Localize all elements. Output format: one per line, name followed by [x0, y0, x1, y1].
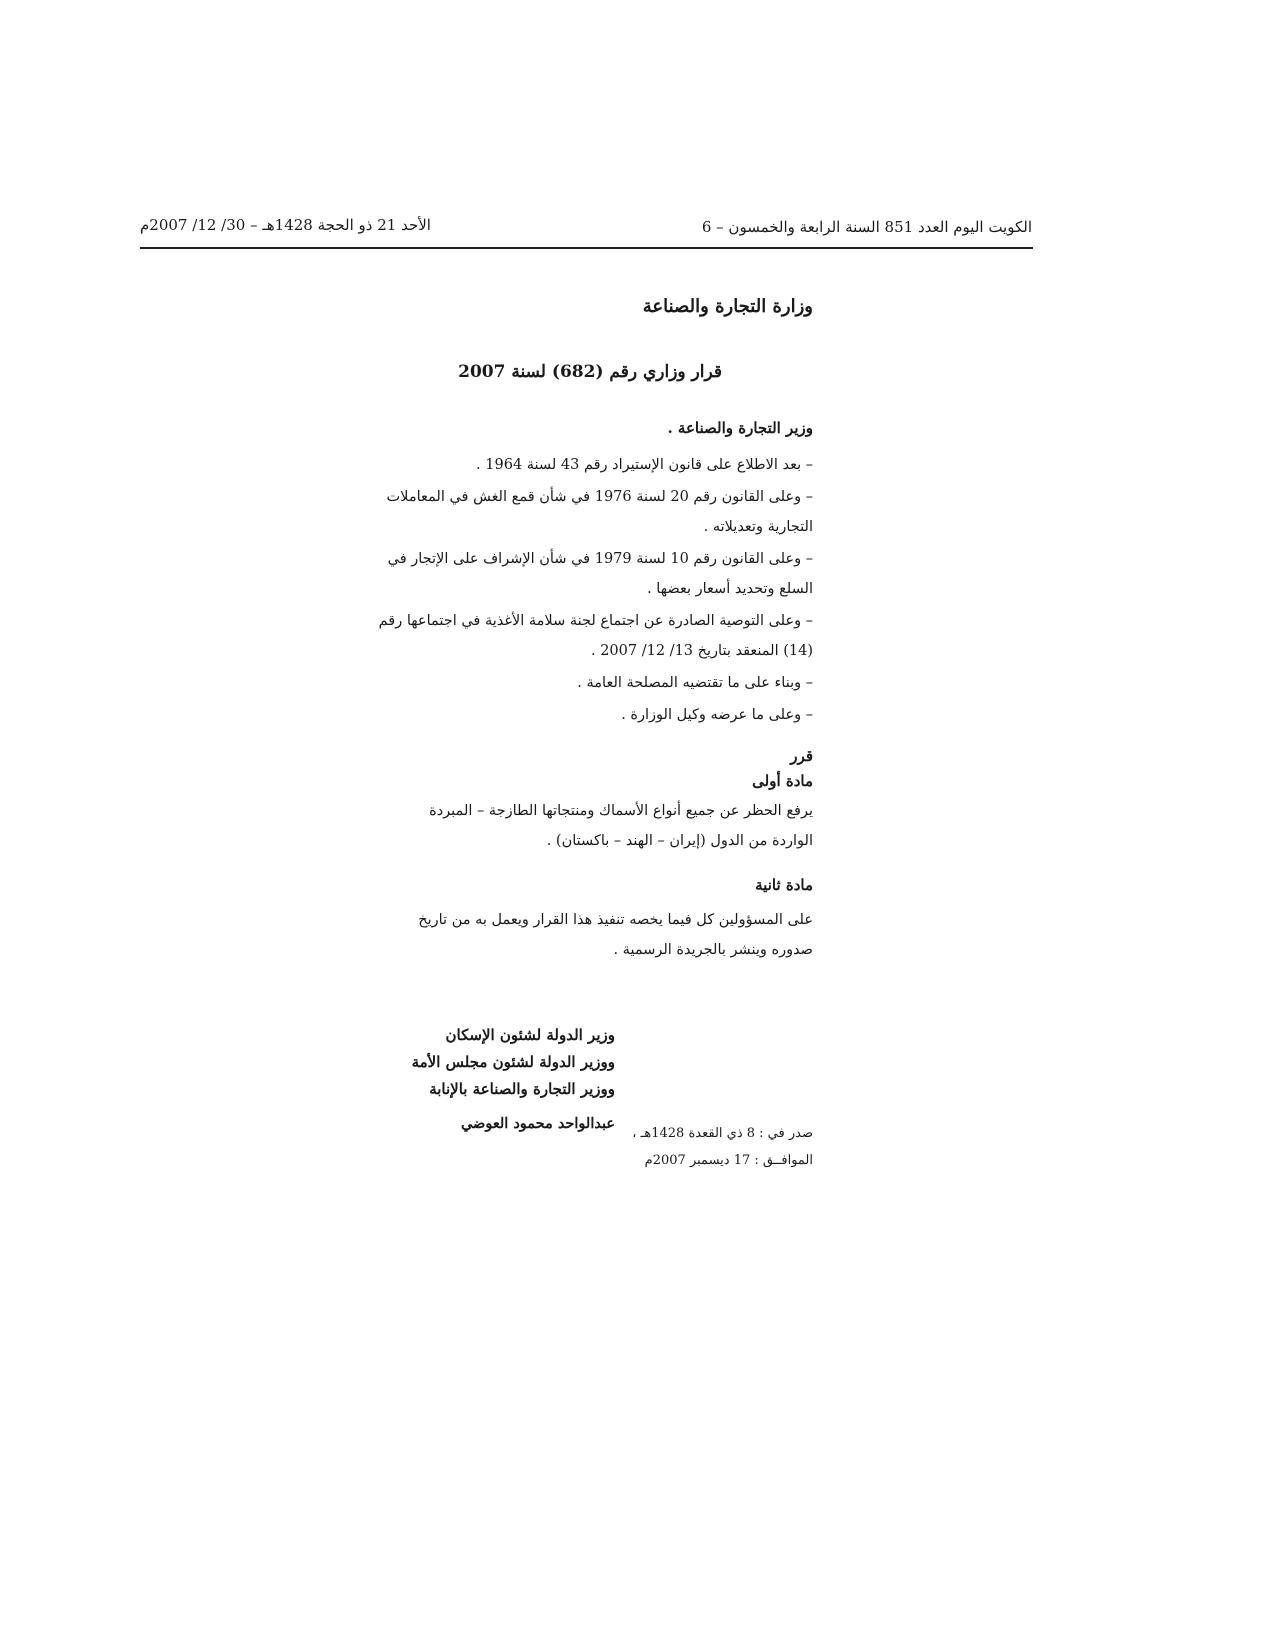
signature-title-line: ووزير التجارة والصناعة بالإنابة	[429, 1080, 615, 1098]
minister-line: وزير التجارة والصناعة .	[667, 419, 813, 437]
preamble-item: – وعلى القانون رقم 20 لسنة 1976 في شأن قمع الغش في المعاملات التجارية وتعديلاته .	[386, 489, 813, 535]
article-1-body: يرفع الحظر عن جميع أنواع الأسماك ومنتجاتها الطازجة – المبردة الواردة من الدول (إيران – الهند – باكستان) .	[429, 803, 813, 849]
preamble-item: – وعلى القانون رقم 10 لسنة 1979 في شأن الإشراف على الإتجار في السلع وتحديد أسعار بعضها .	[387, 551, 813, 597]
article-2-body: على المسؤولين كل فيما يخصه تنفيذ هذا القرار ويعمل به من تاريخ صدوره وينشر بالجريدة الرسمية .	[418, 912, 813, 958]
decided-heading: قرر	[790, 747, 813, 765]
ministry-name: وزارة التجارة والصناعة	[642, 296, 813, 317]
preamble-item: – وعلى ما عرضه وكيل الوزارة .	[621, 707, 813, 723]
signature-title-line: وزير الدولة لشئون الإسكان	[445, 1026, 615, 1044]
preamble-item: – وعلى التوصية الصادرة عن اجتماع لجنة سلامة الأغذية في اجتماعها رقم (14) المنعقد بتاريخ 13/ 12/ 2007 .	[378, 613, 813, 659]
article-1-title: مادة أولى	[752, 772, 813, 790]
article-2-title: مادة ثانية	[755, 876, 813, 894]
gazette-header-issue: الكويت اليوم العدد 851 السنة الرابعة والخمسون – 6	[701, 218, 1032, 236]
signature-titles	[355, 1022, 615, 1103]
signature-title-line: ووزير الدولة لشئون مجلس الأمة	[411, 1053, 615, 1071]
preamble-item: – بعد الاطلاع على قانون الإستيراد رقم 43 لسنة 1964 .	[476, 457, 813, 473]
issue-date-gregorian: الموافــق : 17 ديسمبر 2007م	[644, 1153, 813, 1168]
preamble-list	[363, 450, 813, 732]
signer-name: عبدالواحد محمود العوضي	[460, 1115, 615, 1132]
decree-title: قرار وزاري رقم (682) لسنة 2007	[458, 362, 722, 382]
header-divider	[140, 247, 1033, 249]
preamble-item: – وبناء على ما تقتضيه المصلحة العامة .	[577, 675, 813, 691]
issue-date-hijri: صدر في : 8 ذي القعدة 1428هـ ،	[632, 1126, 813, 1141]
gazette-header-date: الأحد 21 ذو الحجة 1428هـ – 30/ 12/ 2007م	[140, 216, 431, 234]
issue-date-block	[623, 1120, 813, 1174]
